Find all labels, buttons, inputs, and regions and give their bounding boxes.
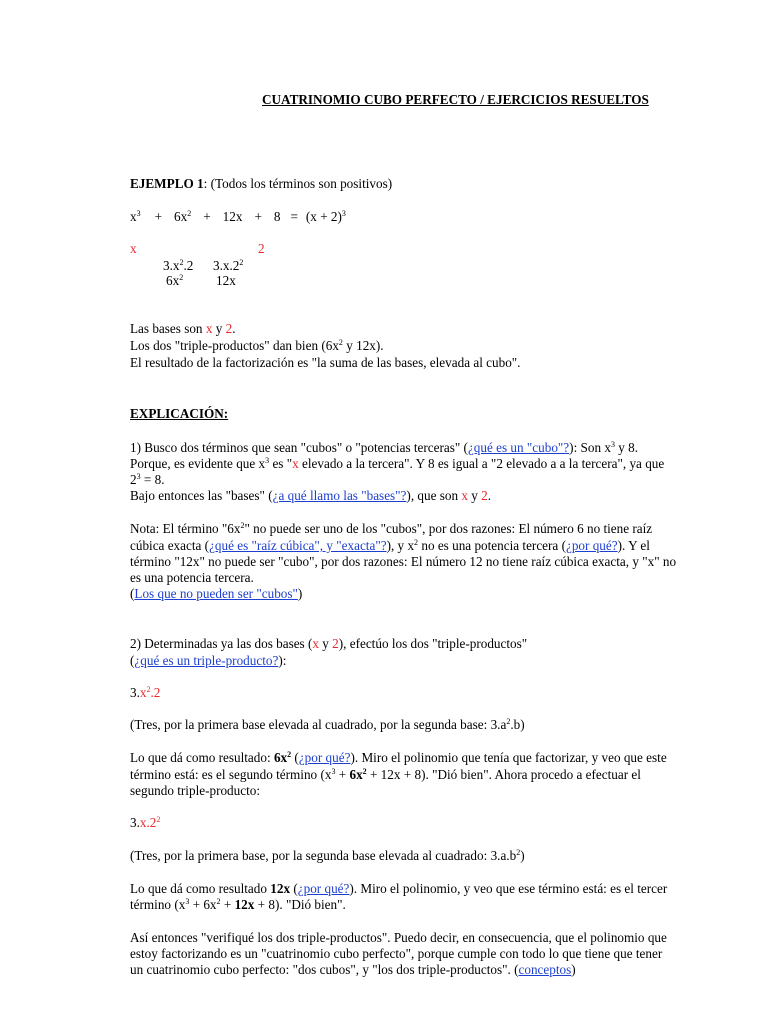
note-line5: (Los que no pueden ser "cubos") (130, 586, 303, 601)
step1-line3: $2^3 = 8$. (130, 472, 165, 487)
summary-bases: Las bases son x y 2. (130, 321, 236, 336)
triple-product-1-result-line1: Lo que dá como resultado: $6x^2$ (¿por qué?). Miro el polinomio que tenía que factorizar, y veo que este (130, 750, 667, 765)
triple-product-1: $3.x^2.2$ (163, 258, 194, 273)
link-que-es-cubo[interactable]: ¿qué es un "cubo"? (467, 440, 570, 455)
step1-line1: 1) Busco dos términos que sean "cubos" o "potencias terceras" (¿qué es un "cubo"?): Son $x^3$ y 8. (130, 440, 639, 455)
triple-product-result-1: $6x^2$ (166, 273, 184, 288)
step2-line2: (¿qué es un triple-producto?): (130, 653, 287, 668)
summary-result: El resultado de la factorización es "la suma de las bases, elevada al cubo". (130, 355, 521, 370)
link-por-que-1[interactable]: ¿por qué? (565, 538, 618, 553)
triple-product-1-expression: $3.x^2.2$ (130, 685, 161, 700)
triple-product-result-2: 12x (216, 273, 236, 288)
link-que-es-triple-producto[interactable]: ¿qué es un triple-producto? (134, 653, 279, 668)
conclusion-line3: un cuatrinomio cubo perfecto: "dos cubos", y "los dos triple-productos". (conceptos) (130, 962, 576, 977)
triple-product-1-description: (Tres, por la primera base elevada al cuadrado, por la segunda base: $3.a^2.b$) (130, 717, 525, 732)
note-line3: término "12x" no puede ser "cubo", por dos razones: El número 12 no tiene raíz cúbica exacta, y "x" no (130, 554, 677, 569)
step1-line2: Porque, es evidente que $x^3$ es "x elevado a la tercera". Y 8 es igual a "2 elevado a a la tercera", ya que (130, 456, 665, 471)
conclusion-line1: Así entonces "verifiqué los dos triple-productos". Puedo decir, en consecuencia, que el polinomio que (130, 930, 667, 945)
step1-line4: Bajo entonces las "bases" (¿a qué llamo las "bases"?), que son x y 2. (130, 488, 492, 503)
note-line2: cúbica exacta (¿qué es "raíz cúbica", y "exacta"?), y $x^2$ no es una potencia tercera (¿por qué?). Y el (130, 538, 650, 553)
note-line4: es una potencia tercera. (130, 570, 254, 585)
summary-triple-products: Los dos "triple-productos" dan bien ($6x^2$ y 12x). (130, 338, 384, 353)
example-formula: $x^3 + 6x^2 + 12x + 8 = (x + 2)^3$ (130, 209, 346, 224)
link-conceptos[interactable]: conceptos (518, 962, 572, 977)
explanation-heading: EXPLICACIÓN: (130, 406, 229, 421)
triple-product-1-result-line2: término está: es el segundo término $(x^3 + 6x^2 + 12x + 8)$. "Dió bien". Ahora procedo a efectuar el (130, 767, 641, 782)
triple-product-2-result-line2: término $(x^3 + 6x^2 + 12x + 8)$. "Dió bien". (130, 897, 346, 912)
example-heading (130, 176, 392, 192)
conclusion-line2: estoy factorizando es un "cuatrinomio cubo perfecto", porque cumple con todo lo que tiene que tener (130, 946, 663, 961)
link-por-que-2[interactable]: ¿por qué? (298, 750, 351, 765)
triple-product-1-result-line3: segundo triple-producto: (130, 783, 261, 798)
base-2: 2 (258, 241, 265, 256)
link-por-que-3[interactable]: ¿por qué? (297, 881, 350, 896)
step2-line1: 2) Determinadas ya las dos bases (x y 2), efectúo los dos "triple-productos" (130, 636, 528, 651)
example-label: EJEMPLO 1 (130, 176, 204, 191)
page-title: CUATRINOMIO CUBO PERFECTO / EJERCICIOS RESUELTOS (262, 92, 649, 107)
note-line1: Nota: El término "$6x^2$" no puede ser uno de los "cubos", por dos razones: El número 6 no tiene raíz (130, 521, 653, 536)
example-description: : (Todos los términos son positivos) (203, 176, 393, 191)
link-no-pueden-ser-cubos[interactable]: Los que no pueden ser "cubos" (134, 586, 298, 601)
triple-product-2-expression: $3.x.2^2$ (130, 815, 161, 830)
triple-product-2-result-line1: Lo que dá como resultado 12x (¿por qué?). Miro el polinomio, y veo que ese término está: es el tercer (130, 881, 668, 896)
triple-product-2-description: (Tres, por la primera base, por la segunda base elevada al cuadrado: $3.a.b^2$) (130, 848, 525, 863)
link-que-es-raiz-cubica[interactable]: ¿qué es "raíz cúbica", y "exacta"? (209, 538, 387, 553)
triple-product-2: $3.x.2^2$ (213, 258, 244, 273)
link-a-que-llamo-bases[interactable]: ¿a qué llamo las "bases"? (272, 488, 407, 503)
base-x: x (130, 241, 137, 256)
